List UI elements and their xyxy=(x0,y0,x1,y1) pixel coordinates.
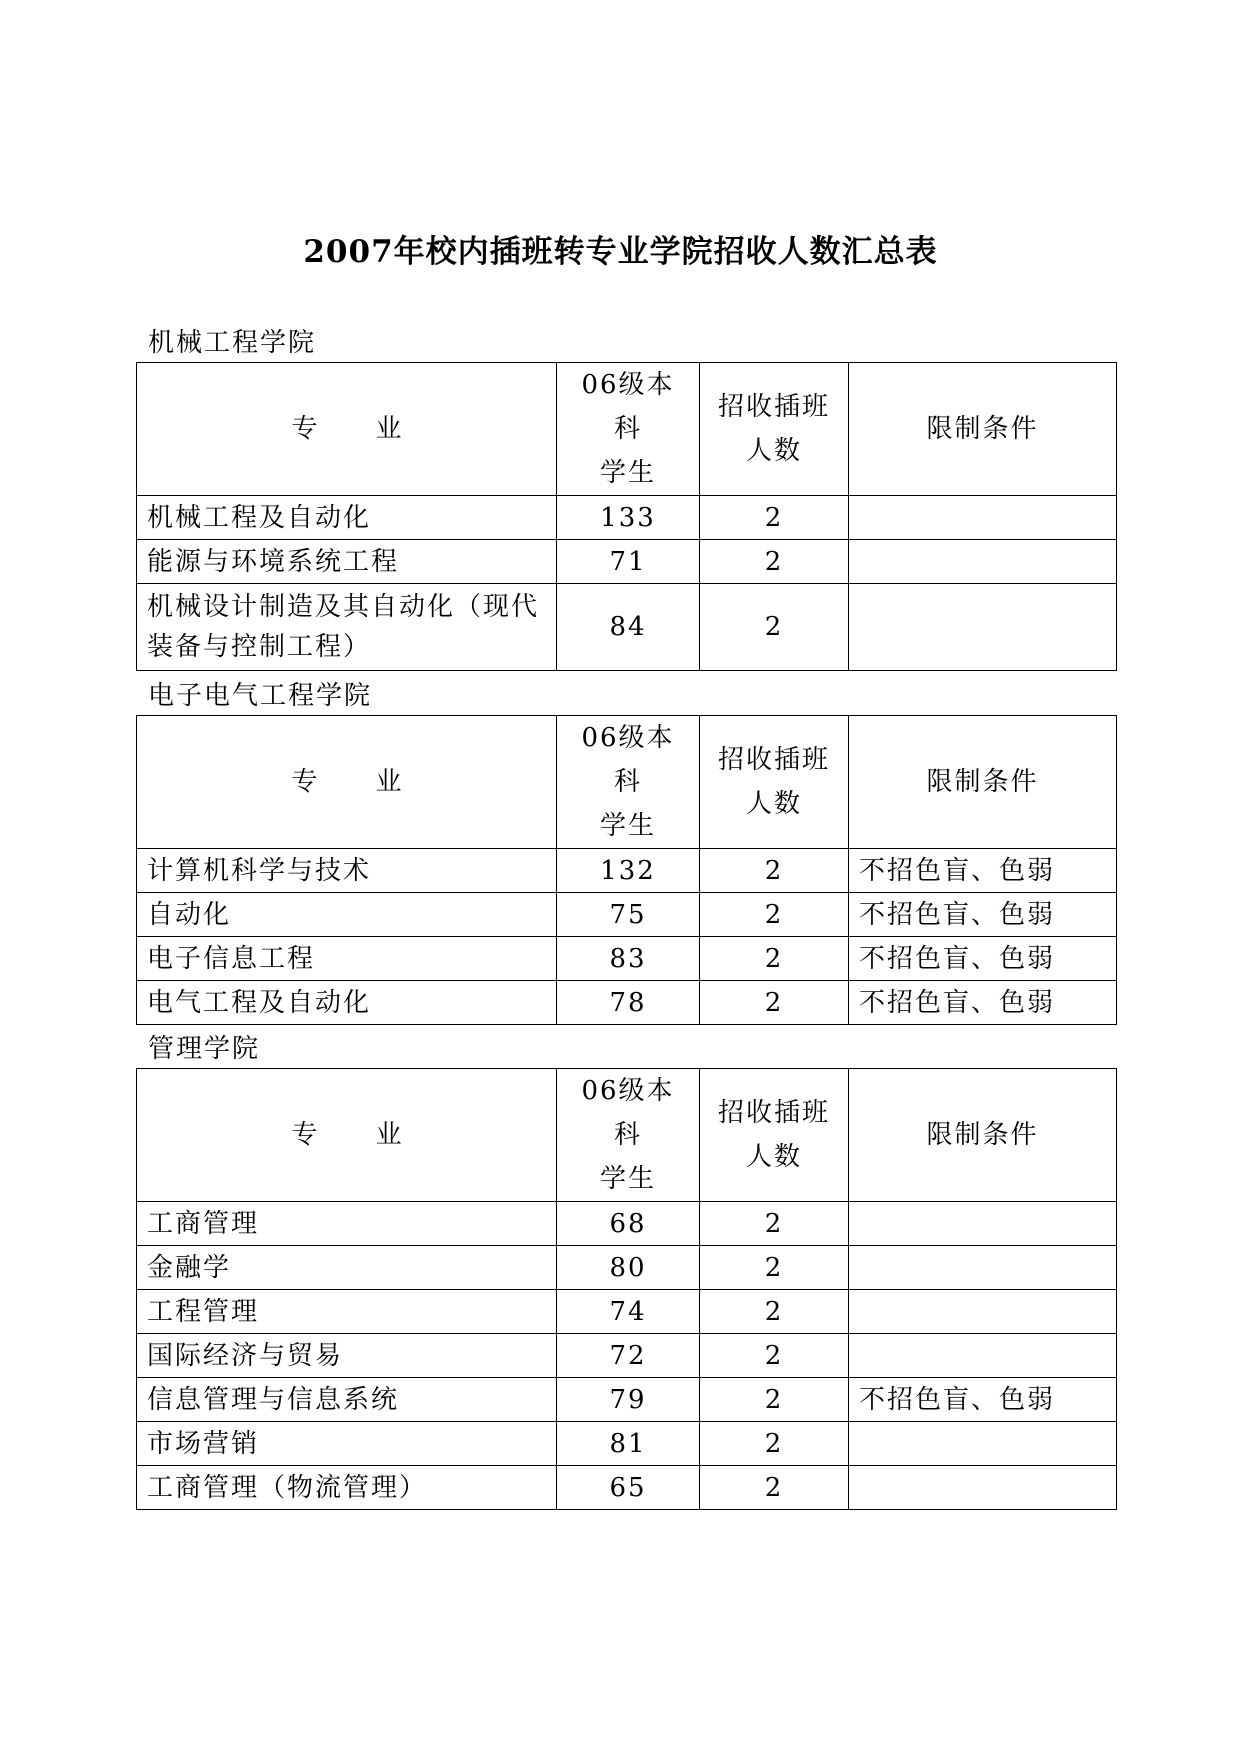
students-cell: 68 xyxy=(557,1202,700,1246)
restriction-cell: 不招色盲、色弱 xyxy=(849,981,1117,1025)
restriction-cell xyxy=(849,1334,1117,1378)
table-row xyxy=(137,937,1117,981)
major-cell: 工商管理（物流管理） xyxy=(137,1466,557,1510)
quota-cell: 2 xyxy=(700,1202,849,1246)
students-cell: 84 xyxy=(557,584,700,671)
quota-cell: 2 xyxy=(700,584,849,671)
table-row xyxy=(137,540,1117,584)
major-cell: 电气工程及自动化 xyxy=(137,981,557,1025)
header-grade: 06级本 科 学生 xyxy=(557,716,700,849)
major-cell: 机械设计制造及其自动化（现代装备与控制工程） xyxy=(137,584,557,671)
quota-cell: 2 xyxy=(700,1378,849,1422)
table-row xyxy=(137,1334,1117,1378)
department-title-mechanical: 机械工程学院 xyxy=(148,328,317,358)
major-cell: 电子信息工程 xyxy=(137,937,557,981)
table-header-row xyxy=(137,363,1117,496)
major-cell: 计算机科学与技术 xyxy=(137,849,557,893)
students-cell: 71 xyxy=(557,540,700,584)
major-cell: 工商管理 xyxy=(137,1202,557,1246)
header-quota: 招收插班 人数 xyxy=(700,716,849,849)
department-title-electronic: 电子电气工程学院 xyxy=(148,681,373,711)
header-restriction: 限制条件 xyxy=(849,716,1117,849)
quota-cell: 2 xyxy=(700,893,849,937)
quota-cell: 2 xyxy=(700,1466,849,1510)
quota-cell: 2 xyxy=(700,1246,849,1290)
header-restriction: 限制条件 xyxy=(849,1069,1117,1202)
mechanical-table xyxy=(136,362,1117,671)
students-cell: 72 xyxy=(557,1334,700,1378)
restriction-cell: 不招色盲、色弱 xyxy=(849,849,1117,893)
students-cell: 78 xyxy=(557,981,700,1025)
header-restriction: 限制条件 xyxy=(849,363,1117,496)
electronic-table xyxy=(136,715,1117,1025)
quota-cell: 2 xyxy=(700,1422,849,1466)
major-cell: 自动化 xyxy=(137,893,557,937)
major-cell: 能源与环境系统工程 xyxy=(137,540,557,584)
table-row xyxy=(137,981,1117,1025)
header-quota: 招收插班 人数 xyxy=(700,363,849,496)
department-title-management: 管理学院 xyxy=(148,1034,261,1064)
table-row xyxy=(137,496,1117,540)
restriction-cell xyxy=(849,1422,1117,1466)
header-grade: 06级本 科 学生 xyxy=(557,1069,700,1202)
document-title: 2007年校内插班转专业学院招收人数汇总表 xyxy=(303,234,938,270)
header-major: 专业 xyxy=(137,1069,557,1202)
students-cell: 65 xyxy=(557,1466,700,1510)
restriction-cell: 不招色盲、色弱 xyxy=(849,1378,1117,1422)
restriction-cell xyxy=(849,496,1117,540)
table-header-row xyxy=(137,716,1117,849)
restriction-cell xyxy=(849,1290,1117,1334)
table-row xyxy=(137,1466,1117,1510)
restriction-cell: 不招色盲、色弱 xyxy=(849,893,1117,937)
major-cell: 国际经济与贸易 xyxy=(137,1334,557,1378)
table-row xyxy=(137,1290,1117,1334)
quota-cell: 2 xyxy=(700,1290,849,1334)
table-header-row xyxy=(137,1069,1117,1202)
students-cell: 132 xyxy=(557,849,700,893)
restriction-cell xyxy=(849,584,1117,671)
quota-cell: 2 xyxy=(700,496,849,540)
quota-cell: 2 xyxy=(700,1334,849,1378)
header-major: 专业 xyxy=(137,363,557,496)
major-cell: 信息管理与信息系统 xyxy=(137,1378,557,1422)
table-row xyxy=(137,1202,1117,1246)
restriction-cell xyxy=(849,1466,1117,1510)
management-table xyxy=(136,1068,1117,1510)
table-row xyxy=(137,1246,1117,1290)
quota-cell: 2 xyxy=(700,981,849,1025)
quota-cell: 2 xyxy=(700,937,849,981)
table-row xyxy=(137,584,1117,671)
major-cell: 机械工程及自动化 xyxy=(137,496,557,540)
table-row xyxy=(137,849,1117,893)
major-cell: 市场营销 xyxy=(137,1422,557,1466)
students-cell: 74 xyxy=(557,1290,700,1334)
major-cell: 工程管理 xyxy=(137,1290,557,1334)
students-cell: 75 xyxy=(557,893,700,937)
major-cell: 金融学 xyxy=(137,1246,557,1290)
header-quota: 招收插班 人数 xyxy=(700,1069,849,1202)
header-grade: 06级本 科 学生 xyxy=(557,363,700,496)
table-row xyxy=(137,1378,1117,1422)
restriction-cell xyxy=(849,1246,1117,1290)
header-major: 专业 xyxy=(137,716,557,849)
students-cell: 81 xyxy=(557,1422,700,1466)
students-cell: 83 xyxy=(557,937,700,981)
restriction-cell: 不招色盲、色弱 xyxy=(849,937,1117,981)
restriction-cell xyxy=(849,1202,1117,1246)
students-cell: 79 xyxy=(557,1378,700,1422)
table-row xyxy=(137,893,1117,937)
students-cell: 80 xyxy=(557,1246,700,1290)
restriction-cell xyxy=(849,540,1117,584)
table-row xyxy=(137,1422,1117,1466)
quota-cell: 2 xyxy=(700,849,849,893)
students-cell: 133 xyxy=(557,496,700,540)
quota-cell: 2 xyxy=(700,540,849,584)
